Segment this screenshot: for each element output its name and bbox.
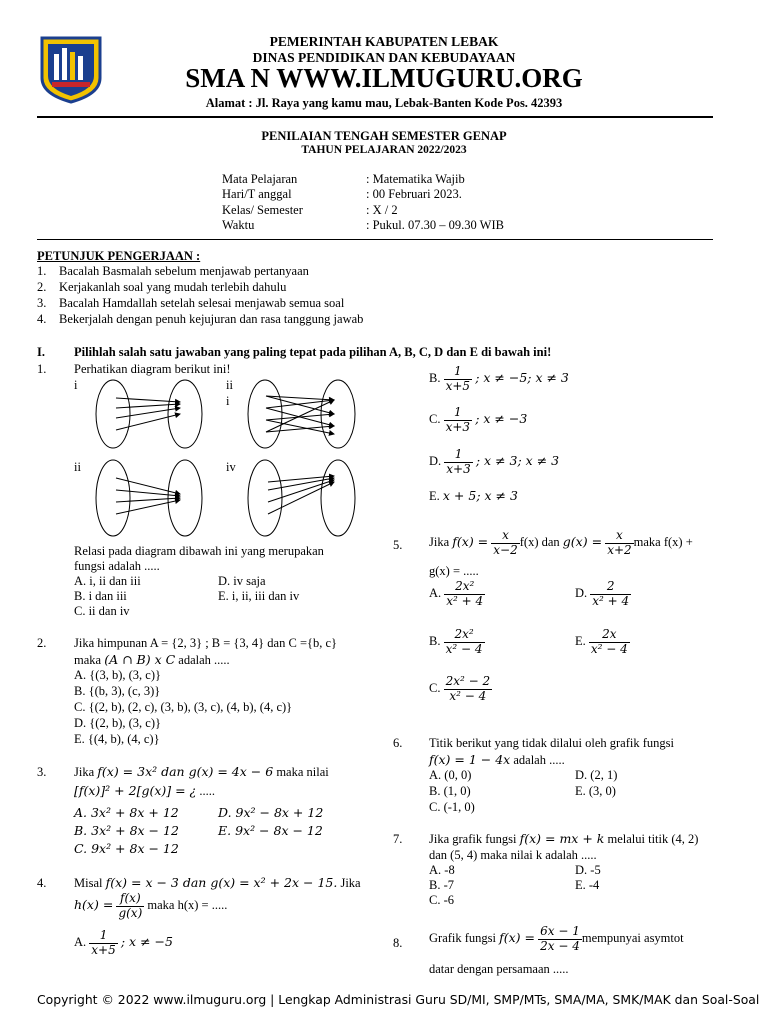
q3-expression-2: [f(x)]² + 2[g(x)] = ¿ <box>74 783 197 798</box>
diagram-i <box>96 380 202 448</box>
diagram-label-iii-part: i <box>226 394 230 408</box>
q3-option-d: D. 9x² − 8x + 12 <box>218 805 324 820</box>
instruction-num: 4. <box>37 312 47 326</box>
q4-line2 <box>74 892 227 921</box>
q2-expression: (A ∩ B) x C <box>104 652 176 667</box>
q5-f-label: f(x) = <box>452 534 489 550</box>
q8-post: mempunyai asymtot <box>581 931 684 946</box>
q5-option-c-frac <box>444 675 493 704</box>
q4-option-c <box>429 406 527 435</box>
q6-option-a: A. (0, 0) <box>429 768 472 782</box>
q7-line2: dan (5, 4) maka nilai k adalah ..... <box>429 848 597 862</box>
q5-f-frac <box>491 529 519 558</box>
q5-line1 <box>429 529 693 558</box>
q5-option-b-frac <box>444 628 485 657</box>
q5-pre: Jika <box>429 535 450 550</box>
instruction-text: Bekerjalah dengan penuh kejujuran dan rasa tanggung jawab <box>59 312 364 326</box>
instruction-num: 2. <box>37 280 47 294</box>
q4-option-c-cond: ; x ≠ −3 <box>475 411 528 427</box>
q7-option-d: D. -5 <box>575 863 601 877</box>
header-rule <box>37 116 713 118</box>
section-number: I. <box>37 345 45 359</box>
frac-den: x−2 <box>493 542 518 557</box>
q3-option-c: C. 9x² + 8x − 12 <box>74 841 179 856</box>
q7-option-e: E. -4 <box>575 878 600 892</box>
q5-option-a <box>429 580 485 609</box>
q5-option-a-frac <box>444 580 485 609</box>
info-rule <box>37 239 713 240</box>
q4-post: Jika <box>340 876 361 890</box>
q7-option-b: B. -7 <box>429 878 454 892</box>
q7-pre: Jika grafik fungsi <box>429 832 517 846</box>
q2-line1: Jika himpunan A = {2, 3} ; B = {3, 4} dan C ={b, c} <box>74 636 338 650</box>
q5-option-b <box>429 628 485 657</box>
q2-line2-pre: maka <box>74 653 102 667</box>
q4-option-c-label: C. <box>429 412 441 427</box>
q7-number: 7. <box>393 832 403 846</box>
q1-option-a: A. i, ii dan iii <box>74 574 141 588</box>
frac-num: 2x² <box>455 579 475 593</box>
q2-option-a: A. {(3, b), (3, c)} <box>74 668 161 682</box>
q4-fraction-num: f(x) <box>120 891 141 905</box>
frac-num: 2x² − 2 <box>445 674 491 688</box>
diagram-label-iv: iv <box>226 460 236 474</box>
q5-number: 5. <box>393 538 403 552</box>
q4-option-b-label: B. <box>429 371 441 386</box>
q4-option-e <box>429 488 518 504</box>
q4-option-d-cond: ; x ≠ 3; x ≠ 3 <box>475 453 560 469</box>
diagram-iii <box>96 460 202 536</box>
q1-option-b: B. i dan iii <box>74 589 127 603</box>
info-value-date: : 00 Februari 2023. <box>366 187 462 201</box>
q4-option-b <box>429 365 569 394</box>
frac-num: 6x − 1 <box>540 924 580 938</box>
q4-number: 4. <box>37 876 47 890</box>
info-label-date: Hari/T anggal <box>222 187 292 201</box>
q8-number: 8. <box>393 936 403 950</box>
q6-number: 6. <box>393 736 403 750</box>
instruction-num: 1. <box>37 264 47 278</box>
frac-num: 1 <box>454 405 462 419</box>
q8-line1 <box>429 925 684 954</box>
q5-line2: g(x) = ..... <box>429 564 479 578</box>
q4-option-c-frac <box>444 406 472 435</box>
diagram-ii <box>248 380 355 448</box>
q6-option-e: E. (3, 0) <box>575 784 616 798</box>
q2-line2 <box>74 652 230 668</box>
frac-num: x <box>502 528 509 542</box>
q4-fraction <box>116 892 144 921</box>
frac-num: 2 <box>606 579 615 593</box>
q5-option-e-frac <box>589 628 630 657</box>
frac-den: x² − 4 <box>445 641 483 656</box>
q5-option-d-label: D. <box>575 586 588 601</box>
q4-option-a <box>74 929 173 958</box>
q5-option-b-label: B. <box>429 634 441 649</box>
diagram-iv <box>248 460 355 536</box>
q1-option-e: E. i, ii, iii dan iv <box>218 589 300 603</box>
q5-option-d <box>575 580 631 609</box>
q1-text-2a: Relasi pada diagram dibawah ini yang merupakan <box>74 544 324 558</box>
relation-diagrams <box>88 378 398 548</box>
q4-option-a-cond: ; x ≠ −5 <box>120 934 173 950</box>
header-dept: DINAS PENDIDIKAN DAN KEBUDAYAAN <box>252 50 516 65</box>
info-label-time: Waktu <box>222 218 255 232</box>
q4-option-e-label: E. <box>429 489 440 503</box>
frac-den: x² + 4 <box>592 593 630 608</box>
frac-den: x+2 <box>607 542 632 557</box>
footer-copyright: Copyright © 2022 www.ilmuguru.org | Lengkap Administrasi Guru SD/MI, SMP/MTs, SMA/MA, SMK/MAK dan Soal-Soal <box>37 992 760 1007</box>
frac-den: x+5 <box>91 942 116 957</box>
q4-fraction-den: g(x) <box>118 905 143 920</box>
diagram-label-ii: ii <box>226 378 233 392</box>
school-logo <box>38 34 104 108</box>
instruction-text: Bacalah Hamdallah setelah selesai menjawab semua soal <box>59 296 345 310</box>
frac-den: x² − 4 <box>444 689 493 704</box>
q4-option-a-label: A. <box>74 935 87 950</box>
q5-option-c-label: C. <box>429 681 441 696</box>
q8-fraction <box>538 925 582 954</box>
q6-expression: f(x) = 1 − 4x <box>429 752 511 767</box>
instruction-num: 3. <box>37 296 47 310</box>
q3-dots: ..... <box>199 784 215 798</box>
q3-line1 <box>74 764 329 780</box>
q3-post: maka nilai <box>276 765 329 779</box>
q5-mid2: maka f(x) + <box>633 535 693 550</box>
info-label-class: Kelas/ Semester <box>222 203 303 217</box>
q3-option-b: B. 3x² + 8x − 12 <box>74 823 179 838</box>
q5-option-d-frac <box>590 580 631 609</box>
q7-option-a: A. -8 <box>429 863 455 877</box>
frac-num: 1 <box>454 447 463 461</box>
q7-expression: f(x) = mx + k <box>519 831 605 846</box>
instruction-text: Bacalah Basmalah sebelum menjawab pertanyaan <box>59 264 309 278</box>
q5-option-e <box>575 628 630 657</box>
q6-line2 <box>429 752 565 768</box>
q7-option-c: C. -6 <box>429 893 454 907</box>
frac-den: x+3 <box>446 461 471 476</box>
q5-mid1: f(x) dan <box>519 535 560 550</box>
q4-option-a-frac <box>89 929 117 958</box>
q4-option-e-expr: x + 5; x ≠ 3 <box>442 488 518 503</box>
q4-h-label: h(x) = <box>74 897 114 913</box>
q3-expression: f(x) = 3x² dan g(x) = 4x − 6 <box>97 764 274 779</box>
info-value-time: : Pukul. 07.30 – 09.30 WIB <box>366 218 504 232</box>
q2-line2-post: adalah ..... <box>178 653 230 667</box>
q8-pre: Grafik fungsi <box>429 931 496 946</box>
info-value-class: : X / 2 <box>366 203 398 217</box>
q6-line1: Titik berikut yang tidak dilalui oleh grafik fungsi <box>429 736 674 750</box>
q4-option-d-label: D. <box>429 454 442 469</box>
exam-title: PENILAIAN TENGAH SEMESTER GENAP <box>261 129 507 143</box>
frac-den: x+5 <box>445 378 471 393</box>
q4-option-b-frac <box>444 365 472 394</box>
q5-option-e-label: E. <box>575 634 586 649</box>
q2-option-b: B. {(b, 3), (c, 3)} <box>74 684 161 698</box>
q8-lhs: f(x) = <box>499 930 536 946</box>
q1-text: Perhatikan diagram berikut ini! <box>74 362 231 376</box>
q1-text-2b: fungsi adalah ..... <box>74 559 160 573</box>
q3-option-a: A. 3x² + 8x + 12 <box>74 805 179 820</box>
q6-option-d: D. (2, 1) <box>575 768 618 782</box>
info-label-subject: Mata Pelajaran <box>222 172 298 186</box>
q5-option-c <box>429 675 492 704</box>
q4-line2-post: maka h(x) = ..... <box>147 898 228 913</box>
q8-line2: datar dengan persamaan ..... <box>429 962 569 976</box>
q4-option-b-cond: ; x ≠ −5; x ≠ 3 <box>475 370 569 386</box>
q3-line2 <box>74 783 215 799</box>
q6-post: adalah ..... <box>513 753 565 767</box>
frac-num: 1 <box>99 928 108 942</box>
q1-option-d: D. iv saja <box>218 574 266 588</box>
q2-option-d: D. {(2, b), (3, c)} <box>74 716 161 730</box>
frac-den: x² + 4 <box>446 593 484 608</box>
q2-option-c: C. {(2, b), (2, c), (3, b), (3, c), (4, b), (4, c)} <box>74 700 293 714</box>
header-gov: PEMERINTAH KABUPATEN LEBAK <box>269 34 499 49</box>
section-title: Pilihlah salah satu jawaban yang paling tepat pada pilihan A, B, C, D dan E di bawah ini! <box>74 345 552 359</box>
diagram-label-iii: ii <box>74 460 81 474</box>
q6-option-b: B. (1, 0) <box>429 784 471 798</box>
frac-den: x+3 <box>445 419 471 434</box>
instruction-text: Kerjakanlah soal yang mudah terlebih dahulu <box>59 280 287 294</box>
q5-option-a-label: A. <box>429 586 442 601</box>
frac-num: 2x² <box>454 627 474 641</box>
q6-option-c: C. (-1, 0) <box>429 800 475 814</box>
q5-g-label: g(x) = <box>562 534 603 550</box>
q4-pre: Misal <box>74 876 103 890</box>
instructions-title: PETUNJUK PENGERJAAN : <box>37 249 201 263</box>
q4-option-d-frac <box>444 448 472 477</box>
frac-num: 2x <box>602 627 617 641</box>
info-value-subject: : Matematika Wajib <box>366 172 465 186</box>
q2-option-e: E. {(4, b), (4, c)} <box>74 732 160 746</box>
q4-line1 <box>74 875 361 891</box>
school-address: Alamat : Jl. Raya yang kamu mau, Lebak-Banten Kode Pos. 42393 <box>205 96 563 110</box>
frac-num: 1 <box>454 364 462 378</box>
frac-num: x <box>616 528 623 542</box>
school-name: SMA N WWW.ILMUGURU.ORG <box>185 63 583 93</box>
q4-expression: f(x) = x − 3 dan g(x) = x² + 2x − 15. <box>105 875 338 890</box>
q5-g-frac <box>605 529 633 558</box>
q1-number: 1. <box>37 362 47 376</box>
q3-pre: Jika <box>74 765 95 779</box>
q3-option-e: E. 9x² − 8x − 12 <box>218 823 323 838</box>
q3-number: 3. <box>37 765 47 779</box>
q1-option-c: C. ii dan iv <box>74 604 130 618</box>
frac-den: x² − 4 <box>590 641 628 656</box>
q7-post: melalui titik (4, 2) <box>607 832 699 846</box>
q2-number: 2. <box>37 636 47 650</box>
frac-den: 2x − 4 <box>540 938 580 953</box>
diagram-label-i: i <box>74 378 78 392</box>
q4-option-d <box>429 448 559 477</box>
exam-year: TAHUN PELAJARAN 2022/2023 <box>301 144 467 156</box>
q7-line1 <box>429 831 698 847</box>
